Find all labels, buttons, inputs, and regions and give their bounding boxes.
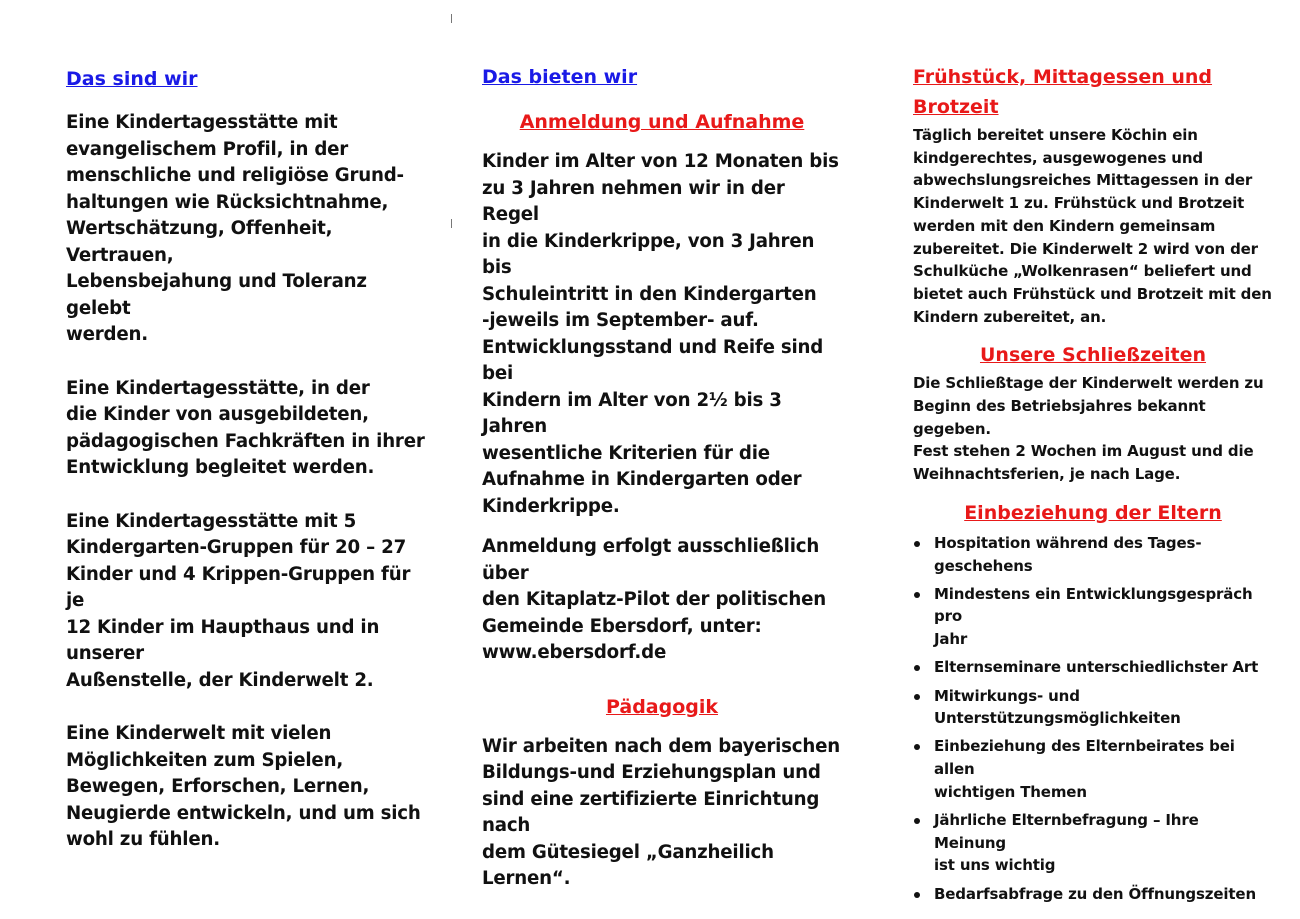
- list-item: [913, 685, 1273, 730]
- paragraph-verpflegung: [913, 124, 1273, 328]
- bullet-icon: [914, 744, 920, 750]
- heading-paedagogik: Pädagogik: [605, 695, 719, 718]
- paragraph-anmeldung: [482, 534, 842, 667]
- column-das-sind-wir: [66, 62, 426, 854]
- text-line: sind eine zertifizierte Einrichtung nach: [482, 788, 820, 836]
- text-line: menschliche und religiöse Grund-: [66, 165, 404, 186]
- text-line: Außenstelle, der Kinderwelt 2.: [66, 669, 374, 691]
- list-item: [913, 883, 1273, 906]
- list-item-line: Hospitation während des Tages-: [934, 533, 1202, 552]
- list-item-line: wichtigen Themen: [934, 782, 1087, 801]
- list-item-line: geschehens: [934, 556, 1033, 575]
- paragraph-paedagogik: [482, 734, 842, 893]
- text-line: die Kinder von ausgebildeten,: [66, 404, 369, 425]
- text-line: Eine Kindertagesstätte mit 5: [66, 510, 357, 532]
- text-line: Möglichkeiten zum Spielen,: [66, 749, 344, 771]
- text-line: abwechslungsreiches Mittagessen in der: [913, 171, 1253, 190]
- list-item-line: Jahr: [934, 630, 968, 649]
- text-line: www.ebersdorf.de: [482, 642, 667, 663]
- column-verpflegung-eltern: [913, 62, 1273, 911]
- paragraph-gruppen: [66, 509, 426, 695]
- text-line: evangelischem Profil, in der: [66, 138, 349, 160]
- text-line: Eine Kinderwelt mit vielen: [66, 723, 332, 744]
- heading-das-sind-wir: Das sind wir: [66, 68, 198, 90]
- heading-schliesszeiten: Unsere Schließzeiten: [979, 344, 1207, 367]
- bullet-icon: [914, 541, 920, 547]
- bullet-icon: [914, 818, 920, 824]
- list-item: [913, 583, 1273, 651]
- text-line: wesentliche Kriterien für die: [482, 442, 770, 464]
- text-line: Neugierde entwickeln, und um sich: [66, 802, 421, 824]
- list-item: [913, 809, 1273, 877]
- list-item-line: Mitwirkungs- und: [934, 686, 1080, 705]
- bullet-icon: [914, 665, 920, 671]
- text-line: werden.: [66, 324, 148, 345]
- text-line: Eine Kindertagesstätte, in der: [66, 377, 370, 399]
- text-line: Wertschätzung, Offenheit, Vertrauen,: [66, 218, 333, 266]
- text-line: den Kitaplatz-Pilot der politischen: [482, 589, 827, 610]
- heading-fruehstueck-mittagessen: Frühstück, Mittagessen und Brotzeit: [913, 66, 1213, 118]
- text-line: Kinder im Alter von 12 Monaten bis: [482, 151, 839, 172]
- text-line: Eine Kindertagesstätte mit: [66, 112, 338, 133]
- list-item: [913, 735, 1273, 803]
- text-line: Schulküche „Wolkenrasen“ beliefert und: [913, 262, 1252, 281]
- list-item-line: Jährliche Elternbefragung – Ihre Meinung: [934, 811, 1199, 852]
- text-line: Fest stehen 2 Wochen im August und die: [913, 442, 1254, 461]
- paragraph-profil: [66, 110, 426, 349]
- text-line: zubereitet. Die Kinderwelt 2 wird von der: [913, 239, 1258, 258]
- text-line: Beginn des Betriebsjahres bekannt gegeben.: [913, 397, 1206, 438]
- text-line: Aufnahme in Kindergarten oder: [482, 469, 802, 490]
- list-item-line: Elternseminare unterschiedlichster Art: [934, 658, 1259, 677]
- bullet-icon: [914, 592, 920, 598]
- text-line: pädagogischen Fachkräften in ihrer: [66, 430, 425, 452]
- column-das-bieten-wir: [482, 62, 842, 893]
- text-line: bietet auch Frühstück und Brotzeit mit den: [913, 284, 1272, 303]
- text-line: Kindergarten-Gruppen für 20 – 27: [66, 537, 407, 558]
- text-line: -jeweils im September- auf.: [482, 310, 759, 331]
- paragraph-kinderwelt: [66, 721, 426, 854]
- list-item: [913, 656, 1273, 679]
- list-item-line: Einbeziehung des Elternbeirates bei allen: [934, 737, 1235, 779]
- text-line: 12 Kinder im Haupthaus und in unserer: [66, 616, 380, 664]
- list-item-line: ist uns wichtig: [934, 856, 1056, 875]
- list-eltern: [913, 532, 1273, 906]
- text-line: Kinder und 4 Krippen-Gruppen für je: [66, 563, 411, 611]
- text-line: Anmeldung erfolgt ausschließlich über: [482, 536, 820, 584]
- text-line: Gemeinde Ebersdorf, unter:: [482, 615, 762, 637]
- text-line: Weihnachtsferien, je nach Lage.: [913, 465, 1181, 484]
- text-line: Bildungs-und Erziehungsplan und: [482, 762, 821, 783]
- heading-anmeldung-aufnahme: Anmeldung und Aufnahme: [519, 111, 805, 133]
- text-line: Entwicklung begleitet werden.: [66, 457, 375, 478]
- bullet-icon: [914, 892, 920, 898]
- text-line: Kinderwelt 1 zu. Frühstück und Brotzeit: [913, 194, 1245, 213]
- list-item-line: Mindestens ein Entwicklungsgespräch pro: [934, 584, 1253, 626]
- text-line: Entwicklungsstand und Reife sind bei: [482, 336, 824, 384]
- text-line: Kinderkrippe.: [482, 495, 620, 517]
- text-line: Schuleintritt in den Kindergarten: [482, 283, 817, 305]
- heading-einbeziehung-eltern: Einbeziehung der Eltern: [964, 501, 1222, 524]
- list-item-line: Unterstützungsmöglichkeiten: [934, 709, 1181, 728]
- bullet-icon: [914, 694, 920, 700]
- text-line: Kindern im Alter von 2½ bis 3 Jahren: [482, 389, 782, 437]
- text-line: kindgerechtes, ausgewogenes und: [913, 148, 1203, 167]
- text-line: zu 3 Jahren nehmen wir in der Regel: [482, 177, 785, 225]
- paragraph-schliesszeiten: [913, 372, 1273, 486]
- fold-mark-top: [451, 14, 452, 23]
- text-line: Kindern zubereitet, an.: [913, 307, 1107, 326]
- list-item-line: Bedarfsabfrage zu den Öffnungszeiten: [934, 884, 1256, 903]
- fold-mark-middle: [451, 219, 452, 228]
- paragraph-aufnahme: [482, 149, 842, 520]
- text-line: dem Gütesiegel „Ganzheilich Lernen“.: [482, 841, 774, 889]
- text-line: werden mit den Kindern gemeinsam: [913, 216, 1216, 235]
- text-line: Bewegen, Erforschen, Lernen,: [66, 776, 370, 797]
- text-line: Täglich bereitet unsere Köchin ein: [913, 126, 1198, 144]
- text-line: in die Kinderkrippe, von 3 Jahren bis: [482, 230, 815, 278]
- list-item: [913, 532, 1273, 577]
- paragraph-fachkraefte: [66, 376, 426, 482]
- text-line: haltungen wie Rücksichtnahme,: [66, 191, 389, 213]
- text-line: Lebensbejahung und Toleranz gelebt: [66, 271, 367, 319]
- text-line: Wir arbeiten nach dem bayerischen: [482, 735, 841, 757]
- text-line: Die Schließtage der Kinderwelt werden zu: [913, 374, 1264, 393]
- text-line: wohl zu fühlen.: [66, 829, 220, 850]
- heading-das-bieten-wir: Das bieten wir: [482, 66, 638, 88]
